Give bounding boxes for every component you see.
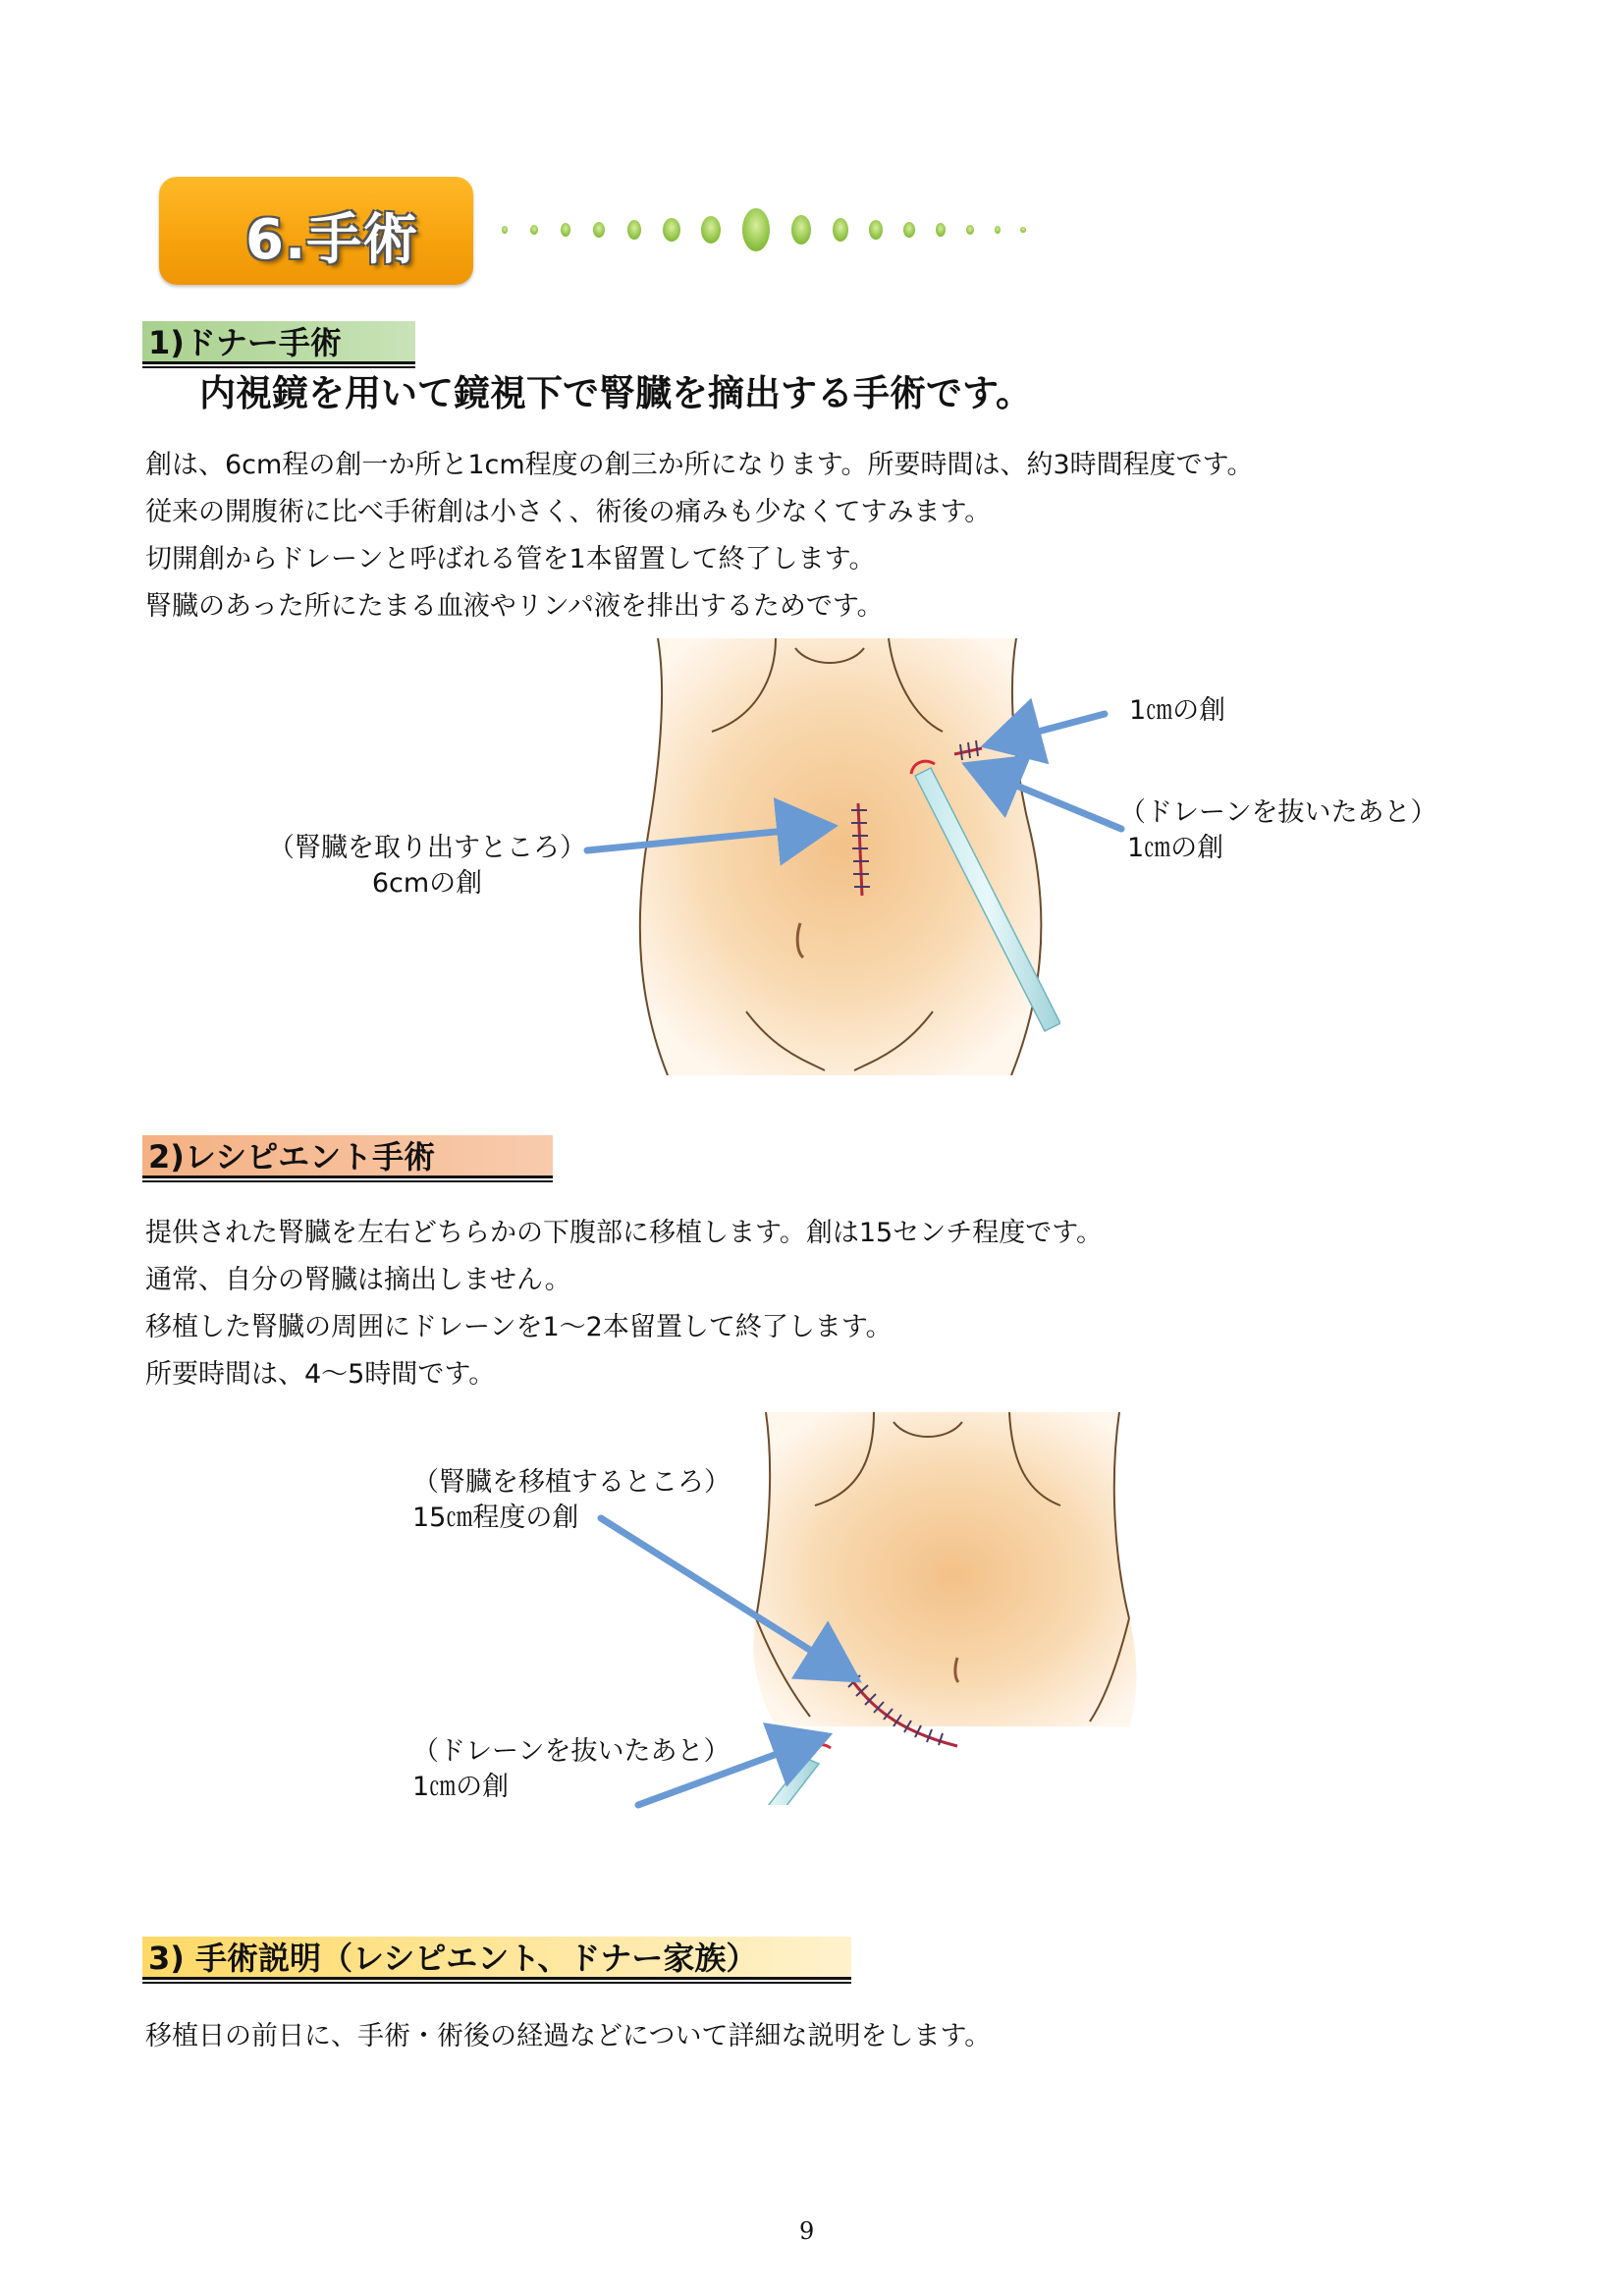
donor-abdomen-illustration — [628, 638, 1060, 1075]
recipient-paragraph — [145, 1210, 1103, 1398]
heading-underline — [142, 1982, 851, 1984]
donor-line: 腎臓のあった所にたまる血液やリンパ液を排出するためです。 — [145, 591, 884, 622]
section-heading-donor-text: 1)ドナー手術 — [148, 324, 342, 361]
label-text: 6cmの創 — [371, 868, 483, 899]
label-text: 1㎝の創 — [1129, 695, 1226, 726]
section-heading-recipient-text: 2)レシピエント手術 — [148, 1138, 436, 1175]
label-1cm-wound — [1129, 693, 1225, 729]
label-text: （腎臓を移植するところ） — [412, 1467, 731, 1498]
label-text: （腎臓を取り出すところ） — [268, 833, 586, 863]
section-heading-recipient — [142, 1135, 553, 1178]
donor-line: 創は、6cm程の創一か所と1cm程度の創三か所になります。所要時間は、約3時間程度です。 — [145, 450, 1254, 480]
recipient-line: 所要時間は、4～5時間です。 — [145, 1359, 496, 1390]
explanation-line: 移植日の前日に、手術・術後の経過などについて詳細な説明をします。 — [145, 2021, 992, 2051]
section-heading-explanation-text: 3) 手術説明（レシピエント、ドナー家族） — [148, 1940, 758, 1977]
recipient-line: 提供された腎臓を左右どちらかの下腹部に移植します。創は15センチ程度です。 — [145, 1218, 1104, 1248]
recipient-line: 通常、自分の腎臓は摘出しません。 — [145, 1265, 571, 1295]
page-number: 9 — [799, 2217, 815, 2245]
recipient-abdomen-illustration — [736, 1412, 1149, 1805]
label-transplant-site — [412, 1465, 731, 1536]
label-text: （ドレーンを抜いたあと） — [412, 1736, 731, 1767]
section-heading-donor — [142, 321, 415, 364]
donor-line: 従来の開腹術に比べ手術創は小さく、術後の痛みも少なくてすみます。 — [145, 497, 992, 527]
label-text: 15㎝程度の創 — [412, 1503, 579, 1533]
label-recipient-drain — [412, 1734, 730, 1805]
donor-line: 切開創からドレーンと呼ばれる管を1本留置して終了します。 — [145, 544, 876, 574]
section-heading-explanation — [142, 1937, 851, 1980]
donor-subtitle: 内視鏡を用いて鏡視下で腎臓を摘出する手術です。 — [199, 372, 1033, 414]
heading-underline — [142, 1180, 553, 1182]
explanation-paragraph — [145, 2013, 991, 2060]
page-title: 6.手術 — [245, 208, 419, 272]
label-text: 1㎝の創 — [412, 1772, 510, 1802]
label-text: 1㎝の創 — [1127, 833, 1224, 863]
label-kidney-removal — [265, 831, 589, 902]
label-drain-removed — [1119, 795, 1436, 866]
decorative-dots — [491, 200, 1100, 259]
recipient-line: 移植した腎臓の周囲にドレーンを1～2本留置して終了します。 — [145, 1312, 893, 1342]
label-text: （ドレーンを抜いたあと） — [1119, 797, 1437, 828]
donor-paragraph — [145, 442, 1254, 630]
